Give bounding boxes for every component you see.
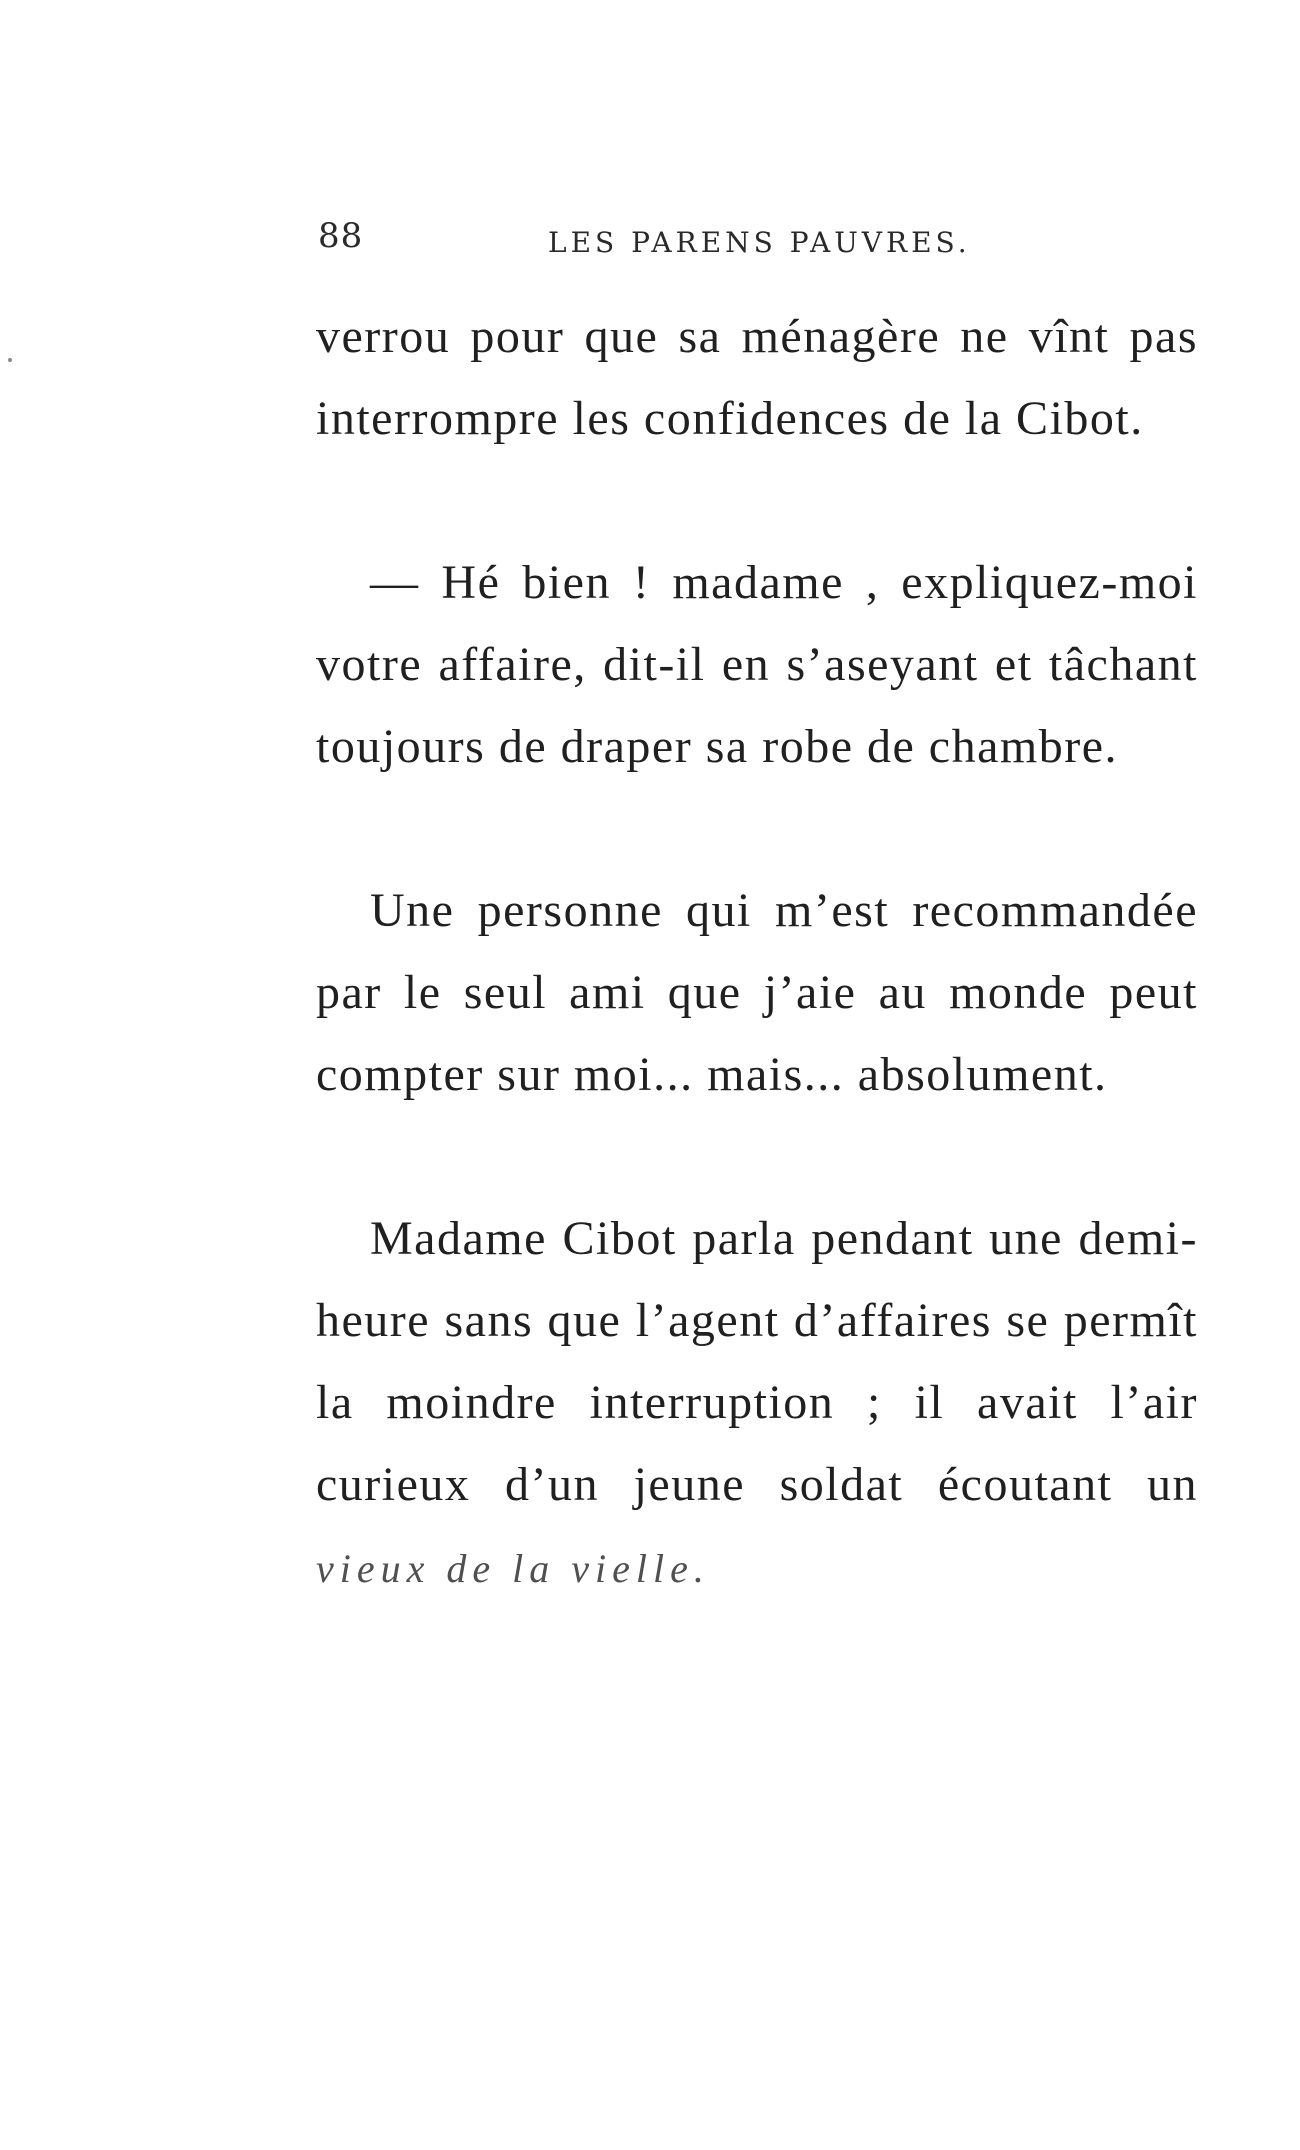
paragraph-dialogue: — Hé bien ! madame , expliquez-moi votre affaire, dit-il en s’aseyant et tâchant toujours de draper sa robe de chambre. xyxy=(316,556,1198,773)
page-header xyxy=(318,216,1198,260)
paragraph-narration xyxy=(316,1198,1198,1610)
paragraph-continuation: verrou pour que sa ménagère ne vînt pas interrompre les confidences de la Cibot. xyxy=(316,310,1198,445)
paper-speck xyxy=(8,358,12,362)
running-title: LES PARENS PAUVRES. xyxy=(548,226,971,259)
paragraph-narration-text: Madame Cibot parla pendant une demi-heure sans que l’agent d’affaires se permît la moindre interruption ; il avait l’air curieux d’un jeune soldat écoutant un xyxy=(316,1212,1198,1511)
paragraph-reply: Une personne qui m’est recommandée par le seul ami que j’aie au monde peut compter sur moi... mais... absolument. xyxy=(316,884,1198,1101)
italic-phrase: vieux de la vielle. xyxy=(316,1546,710,1591)
body-text xyxy=(316,296,1198,1692)
page-number: 88 xyxy=(318,216,364,256)
